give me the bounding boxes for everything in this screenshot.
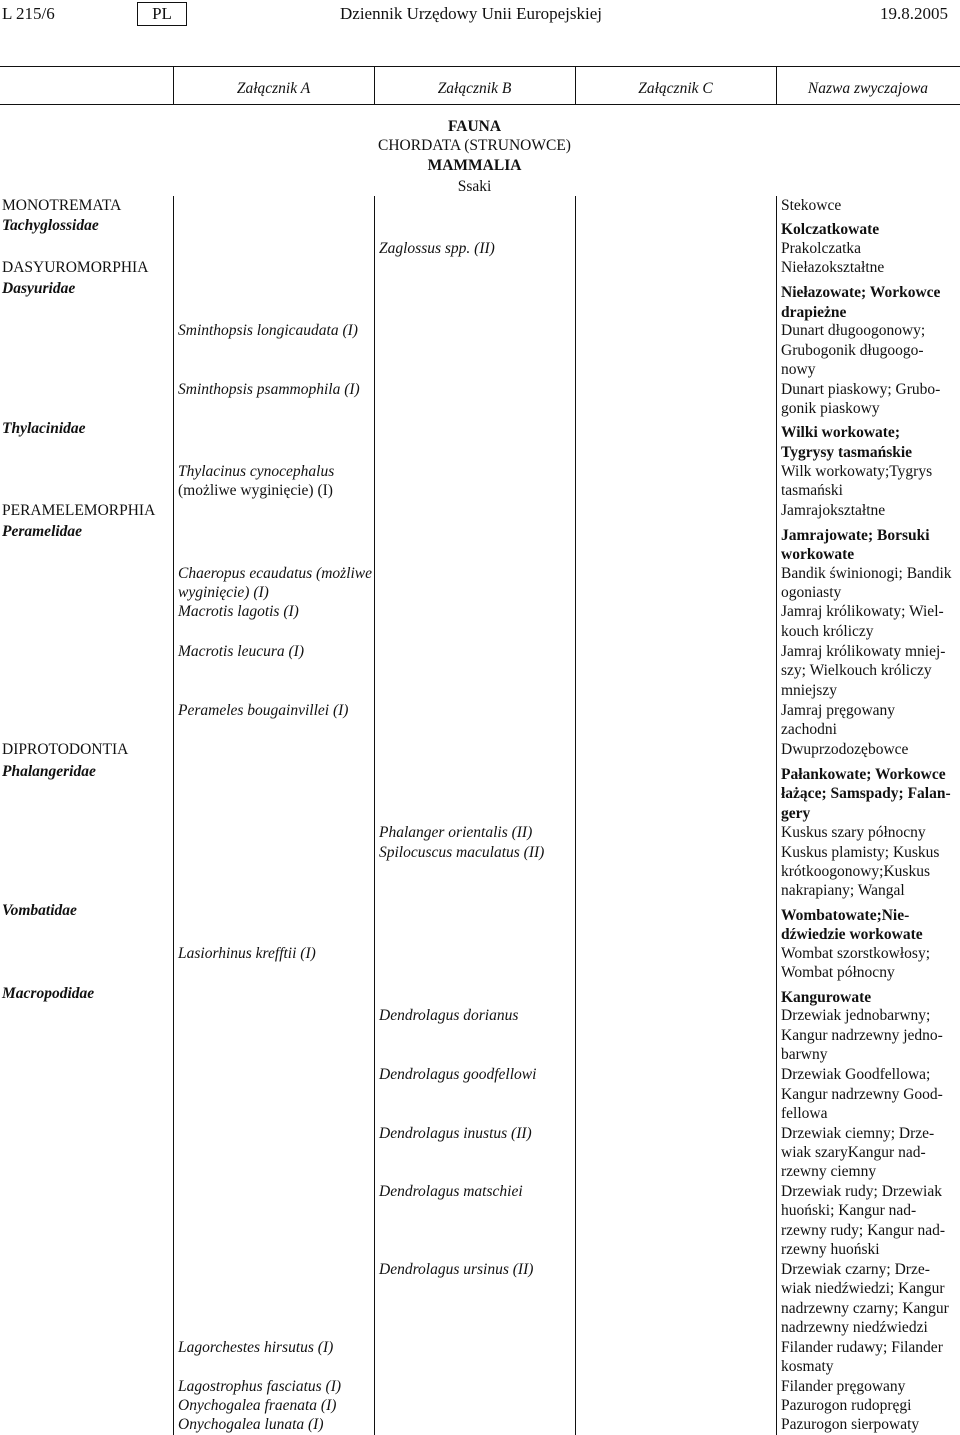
common-name-line: fellowa — [781, 1105, 828, 1122]
section-phylum: CHORDATA (STRUNOWCE) — [378, 137, 571, 154]
common-name-line: Jamraj pręgowany — [781, 702, 896, 719]
common-name-line: Kuskus szary północny — [781, 824, 926, 841]
family-tachyglossidae: Tachyglossidae — [2, 217, 99, 234]
common-name-line: Drzewiak rudy; Drzewiak — [781, 1183, 942, 1200]
table-header-rule — [0, 104, 960, 105]
common-name-line: barwny — [781, 1046, 828, 1063]
common-name-line: Kuskus plamisty; Kuskus — [781, 844, 940, 861]
annex-a-entry: Onychogalea fraenata (I) — [178, 1397, 337, 1414]
section-class-pl: Ssaki — [457, 178, 492, 195]
column-header-common-name: Nazwa zwyczajowa — [807, 80, 929, 97]
annex-b-entry: Spilocuscus maculatus (II) — [379, 844, 545, 861]
common-name-family: drapieżne — [781, 304, 847, 321]
column-divider-1 — [173, 196, 174, 1435]
family-dasyuridae: Dasyuridae — [2, 280, 76, 297]
annex-a-entry: Perameles bougainvillei (I) — [178, 702, 349, 719]
common-name-line: Filander rudawy; Filander — [781, 1339, 943, 1356]
common-name-line: zachodni — [781, 721, 837, 738]
common-name-line: wiak niedźwiedzi; Kangur — [781, 1280, 945, 1297]
common-name-line: wiak szaryKangur nad- — [781, 1144, 926, 1161]
annex-b-entry: Phalanger orientalis (II) — [379, 824, 533, 841]
common-name-line: Grubogonik długoogo- — [781, 342, 924, 359]
common-name-line: gonik piaskowy — [781, 400, 880, 417]
common-name-line: Bandik świnionogi; Bandik — [781, 565, 952, 582]
common-name-family: Kangurowate — [781, 989, 872, 1006]
annex-a-entry: Chaeropus ecaudatus (możliwe — [178, 565, 373, 582]
annex-a-entry: Lagostrophus fasciatus (I) — [178, 1378, 342, 1395]
journal-title: Dziennik Urzędowy Unii Europejskiej — [340, 4, 603, 23]
language-badge: PL — [137, 2, 187, 26]
column-divider-2 — [374, 196, 375, 1435]
common-name-line: Drzewiak jednobarwny; — [781, 1007, 931, 1024]
column-header-annex-b: Załącznik B — [437, 80, 512, 97]
annex-a-entry: Macrotis lagotis (I) — [178, 603, 299, 620]
common-name-line: Prakolczatka — [781, 240, 862, 257]
common-name-line: nadrzewny czarny; Kangur — [781, 1300, 949, 1317]
family-thylacinidae: Thylacinidae — [2, 420, 86, 437]
common-name-line: rzewny ciemny — [781, 1163, 877, 1180]
annex-a-entry: wyginięcie) (I) — [178, 584, 269, 601]
common-name-line: huoński; Kangur nad- — [781, 1202, 917, 1219]
annex-b-entry: Dendrolagus dorianus — [379, 1007, 519, 1024]
common-name-line: Wilk workowaty;Tygrys — [781, 463, 933, 480]
common-name-line: Drzewiak Goodfellowa; — [781, 1066, 931, 1083]
annex-a-entry: Sminthopsis psammophila (I) — [178, 381, 360, 398]
common-name-line: Kangur nadrzewny jedno- — [781, 1027, 943, 1044]
common-name-line: Wombat szorstkowłosy; — [781, 945, 931, 962]
column-divider-3 — [575, 196, 576, 1435]
common-name-line: Dunart długoogonowy; — [781, 322, 926, 339]
common-name-family: workowate — [781, 546, 855, 563]
common-name-line: Kangur nadrzewny Good- — [781, 1086, 943, 1103]
table-top-rule — [0, 66, 960, 67]
common-name-line: kouch króliczy — [781, 623, 874, 640]
common-name-line: Filander pręgowany — [781, 1378, 906, 1395]
common-name-line: szy; Wielkouch króliczy — [781, 662, 932, 679]
common-name-line: Jamraj królikowaty mniej- — [781, 643, 946, 660]
common-name-family: Wombatowate;Nie- — [781, 907, 910, 924]
common-name-line: mniejszy — [781, 682, 837, 699]
annex-b-entry: Dendrolagus inustus (II) — [379, 1125, 532, 1142]
common-name-line: Dunart piaskowy; Grubo- — [781, 381, 941, 398]
common-name-family: gery — [781, 805, 811, 822]
common-name-line: rzewny huoński — [781, 1241, 880, 1258]
common-name-line: Wombat północny — [781, 964, 895, 981]
common-name-line: Pazurogon rudopręgi — [781, 1397, 912, 1414]
annex-a-entry: Lagorchestes hirsutus (I) — [178, 1339, 334, 1356]
family-vombatidae: Vombatidae — [2, 902, 77, 919]
annex-a-entry: Lasiorhinus krefftii (I) — [178, 945, 316, 962]
order-diprotodontia: DIPROTODONTIA — [2, 741, 129, 758]
common-name-line: krótkoogonowy;Kuskus — [781, 863, 930, 880]
common-name-line: Stekowce — [781, 197, 842, 214]
order-dasyuromorphia: DASYUROMORPHIA — [2, 259, 149, 276]
common-name-line: nadrzewny niedźwiedzi — [781, 1319, 928, 1336]
common-name-family: łażące; Samspady; Falan- — [781, 785, 951, 802]
common-name-line: Drzewiak ciemny; Drze- — [781, 1125, 935, 1142]
common-name-line: Niełazokształtne — [781, 259, 885, 276]
column-header-annex-a: Załącznik A — [236, 80, 311, 97]
common-name-line: ogoniasty — [781, 584, 842, 601]
issue-date: 19.8.2005 — [880, 4, 948, 23]
common-name-family: Tygrysy tasmańskie — [781, 444, 913, 461]
common-name-family: Pałankowate; Workowce — [781, 766, 946, 783]
column-divider-4 — [776, 196, 777, 1435]
annex-a-entry: Thylacinus cynocephalus — [178, 463, 335, 480]
family-macropodidae: Macropodidae — [2, 985, 95, 1002]
common-name-family: Jamrajowate; Borsuki — [781, 527, 930, 544]
common-name-line: Pazurogon sierpowaty — [781, 1416, 920, 1433]
family-peramelidae: Peramelidae — [2, 523, 83, 540]
common-name-line: tasmański — [781, 482, 843, 499]
common-name-line: Drzewiak czarny; Drze- — [781, 1261, 930, 1278]
common-name-family: Kolczatkowate — [781, 221, 880, 238]
annex-b-entry: Zaglossus spp. (II) — [379, 240, 495, 257]
common-name-family: dźwiedzie workowate — [781, 926, 923, 943]
common-name-line: Jamraj królikowaty; Wiel- — [781, 603, 944, 620]
annex-b-entry: Dendrolagus matschiei — [379, 1183, 523, 1200]
annex-a-entry: Sminthopsis longicaudata (I) — [178, 322, 358, 339]
common-name-line: rzewny rudy; Kangur nad- — [781, 1222, 945, 1239]
annex-a-entry: Onychogalea lunata (I) — [178, 1416, 324, 1433]
order-monotremata: MONOTREMATA — [2, 197, 122, 214]
family-phalangeridae: Phalangeridae — [2, 763, 96, 780]
common-name-line: Jamrajokształtne — [781, 502, 886, 519]
annex-b-entry: Dendrolagus goodfellowi — [379, 1066, 537, 1083]
common-name-family: Niełazowate; Workowce — [781, 284, 941, 301]
annex-a-entry: Macrotis leucura (I) — [178, 643, 304, 660]
common-name-line: nowy — [781, 361, 816, 378]
common-name-line: kosmaty — [781, 1358, 834, 1375]
section-fauna: FAUNA — [447, 118, 502, 135]
order-peramelemorphia: PERAMELEMORPHIA — [2, 502, 156, 519]
column-header-annex-c: Załącznik C — [638, 80, 713, 97]
common-name-family: Wilki workowate; — [781, 424, 900, 441]
annex-a-entry: (możliwe wyginięcie) (I) — [178, 482, 333, 499]
common-name-line: Dwuprzodozębowce — [781, 741, 909, 758]
section-class: MAMMALIA — [427, 157, 522, 174]
annex-b-entry: Dendrolagus ursinus (II) — [379, 1261, 534, 1278]
page-ref: L 215/6 — [2, 4, 55, 23]
common-name-line: nakrapiany; Wangal — [781, 882, 905, 899]
